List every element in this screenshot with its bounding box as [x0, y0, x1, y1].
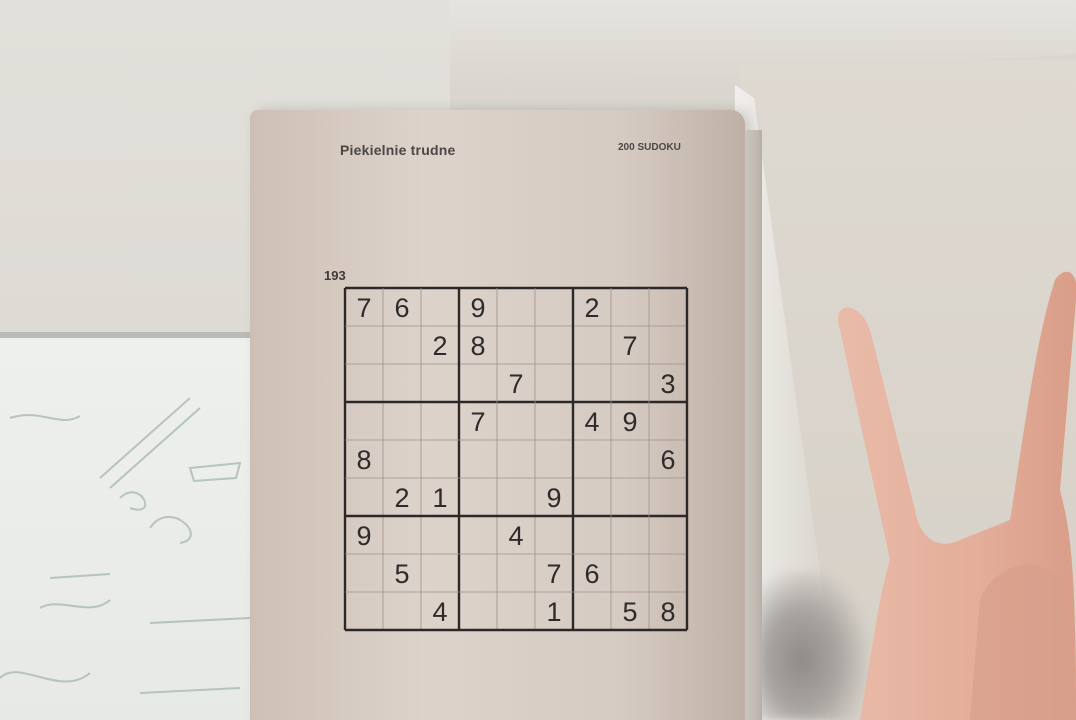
sudoku-digit: 8 [660, 597, 676, 627]
sudoku-digit: 5 [394, 559, 410, 589]
sudoku-digit: 4 [432, 597, 448, 627]
sudoku-digit: 7 [622, 331, 638, 361]
sudoku-digit: 7 [356, 293, 372, 323]
sudoku-digit: 1 [432, 483, 448, 513]
sudoku-digit: 3 [660, 369, 676, 399]
sudoku-digit: 6 [394, 293, 410, 323]
sudoku-digit: 7 [546, 559, 562, 589]
sudoku-digits [356, 293, 675, 627]
sudoku-digit: 2 [394, 483, 410, 513]
page-header-title: Piekielnie trudne [340, 142, 456, 158]
sudoku-digit: 7 [470, 407, 486, 437]
sudoku-digit: 9 [470, 293, 486, 323]
sudoku-digit: 8 [356, 445, 372, 475]
sudoku-digit: 6 [660, 445, 676, 475]
sudoku-digit: 1 [546, 597, 562, 627]
sudoku-digit: 8 [470, 331, 486, 361]
sudoku-digit: 9 [356, 521, 372, 551]
puzzle-number: 193 [324, 268, 346, 283]
sudoku-digit: 6 [584, 559, 600, 589]
sudoku-digit: 7 [508, 369, 524, 399]
sudoku-digit: 9 [546, 483, 562, 513]
sudoku-digit: 2 [432, 331, 448, 361]
sudoku-digit: 4 [508, 521, 524, 551]
hand-peace-sign [820, 260, 1076, 720]
sudoku-digit: 2 [584, 293, 600, 323]
sudoku-digit: 5 [622, 597, 638, 627]
sudoku-digit: 9 [622, 407, 638, 437]
sudoku-digit: 4 [584, 407, 600, 437]
page-header-series: 200 SUDOKU [618, 142, 681, 153]
